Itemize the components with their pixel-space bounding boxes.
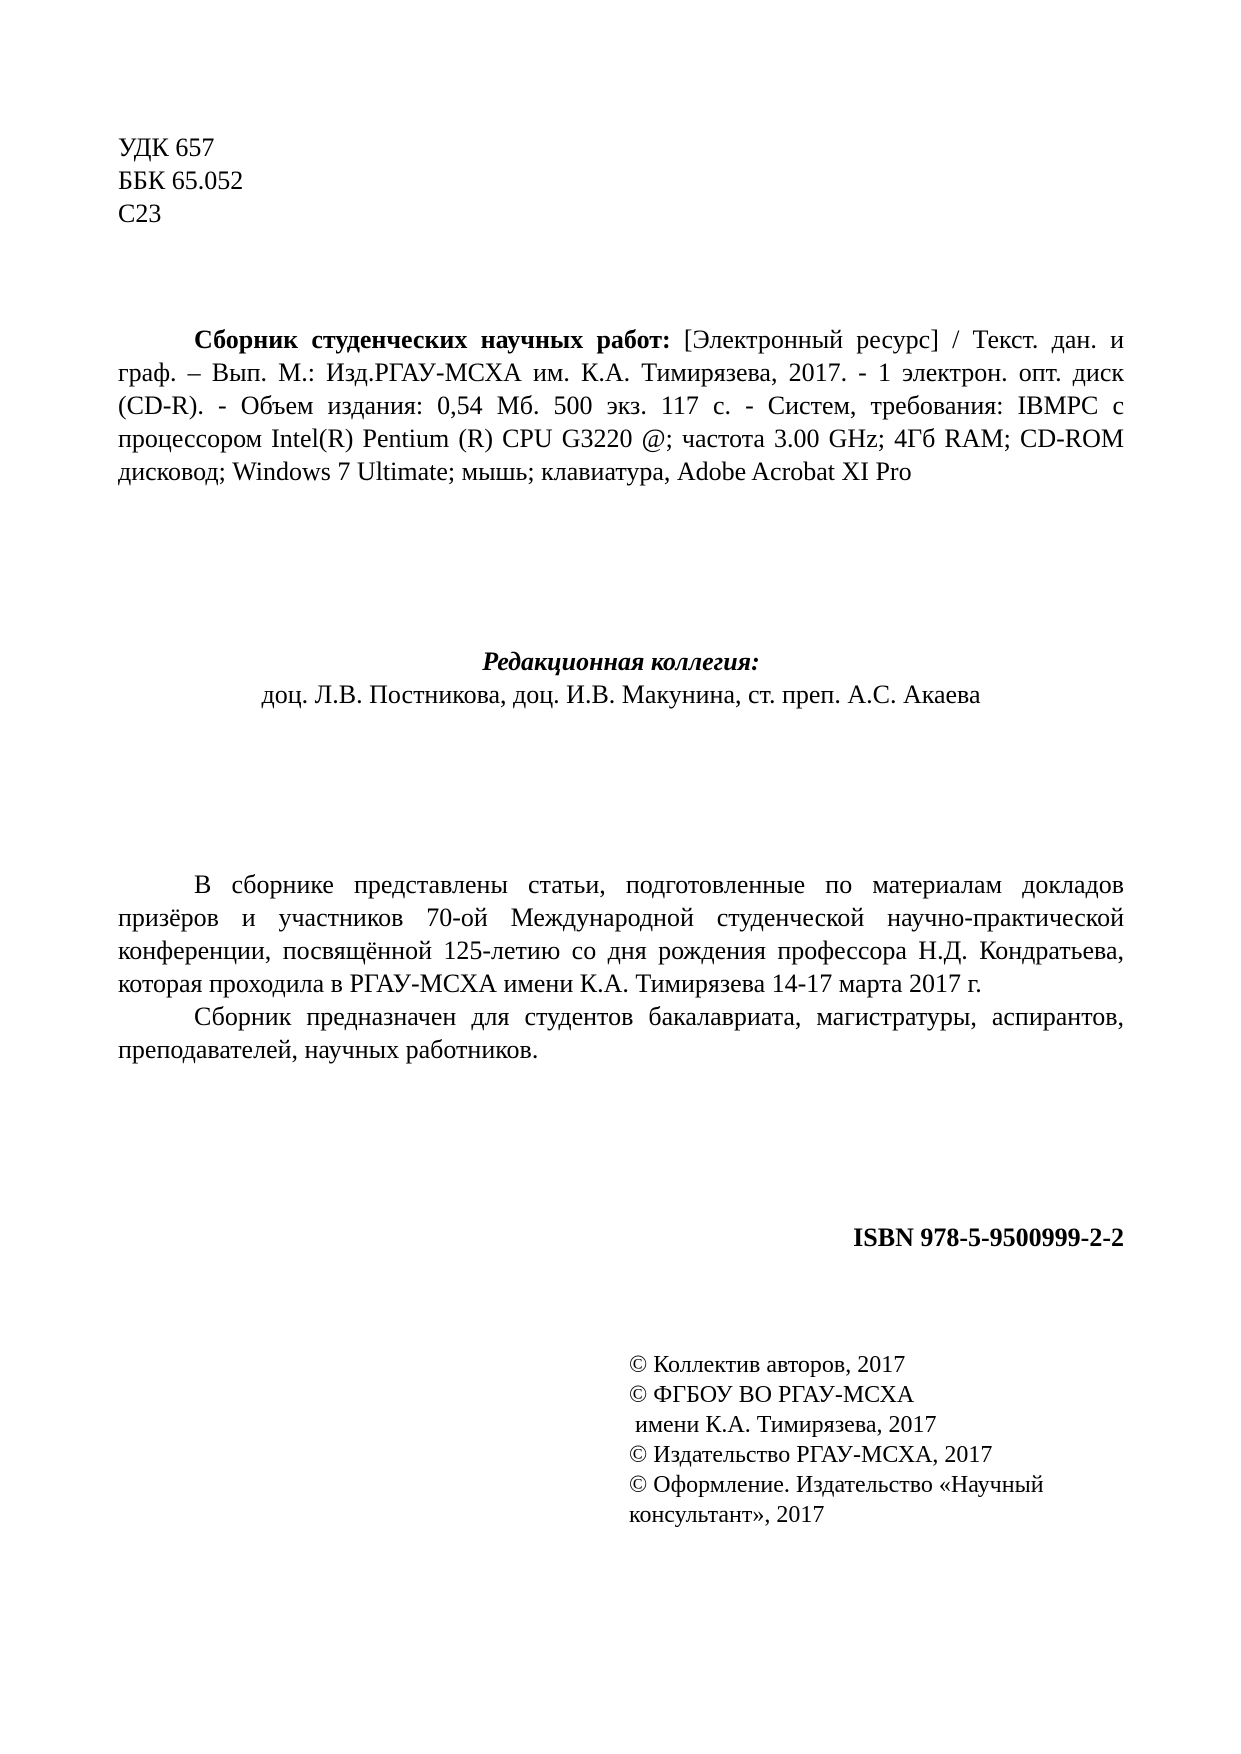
annotation — [118, 868, 1124, 1066]
udk-code: УДК 657 — [118, 133, 215, 162]
copyright-line: © Издательство РГАУ-МСХА, 2017 — [629, 1442, 993, 1468]
annotation-paragraph-1: В сборнике представлены статьи, подготовленные по материалам докладов призёров и участников 70-ой Международной студенческой научно-практической конференции, посвящённой 125-летию со дня рождения профессора Н.Д. Кондратьева, которая проходила в РГАУ-МСХА имени К.А. Тимирязева 14-17 марта 2017 г. — [118, 870, 1124, 998]
copyright-line: имени К.А. Тимирязева, 2017 — [629, 1412, 937, 1438]
editorial-board — [118, 645, 1124, 711]
copyright-line: © Оформление. Издательство «Научный — [629, 1472, 1044, 1498]
bbk-code: ББК 65.052 — [118, 166, 244, 195]
copyright-line: консультант», 2017 — [629, 1502, 825, 1528]
isbn: ISBN 978-5-9500999-2-2 — [853, 1223, 1124, 1252]
copyright-block — [629, 1350, 1044, 1530]
collection-title: Сборник студенческих научных работ: — [194, 325, 671, 354]
copyright-line: © Коллектив авторов, 2017 — [629, 1352, 906, 1378]
author-mark: С23 — [118, 199, 162, 228]
editorial-board-heading: Редакционная коллегия: — [482, 647, 760, 676]
copyright-line: © ФГБОУ ВО РГАУ-МСХА — [629, 1382, 915, 1408]
bibliographic-description: [Электронный ресурс] / Текст. дан. и граф. – Вып. М.: Изд.РГАУ-МСХА им. К.А. Тимирязева, 2017. - 1 электрон. опт. диск (CD-R). - Объем издания: 0,54 Мб. 500 экз. 117 с. - Систем, требования: IBMPC с процессором Intel(R) Pentium (R) CPU G3220 @; частота 3.00 GHz; 4Гб RAM; CD-ROM дисковод; Windows 7 Ultimate; мышь; клавиатура, Adobe Acrobat XI Pro — [118, 325, 1124, 486]
editorial-board-members: доц. Л.В. Постникова, доц. И.В. Макунина, ст. преп. А.С. Акаева — [261, 680, 981, 709]
annotation-paragraph-2: Сборник предназначен для студентов бакалавриата, магистратуры, аспирантов, преподавателей, научных работников. — [118, 1002, 1124, 1064]
classification-block — [118, 131, 243, 230]
bibliographic-record — [118, 323, 1124, 488]
